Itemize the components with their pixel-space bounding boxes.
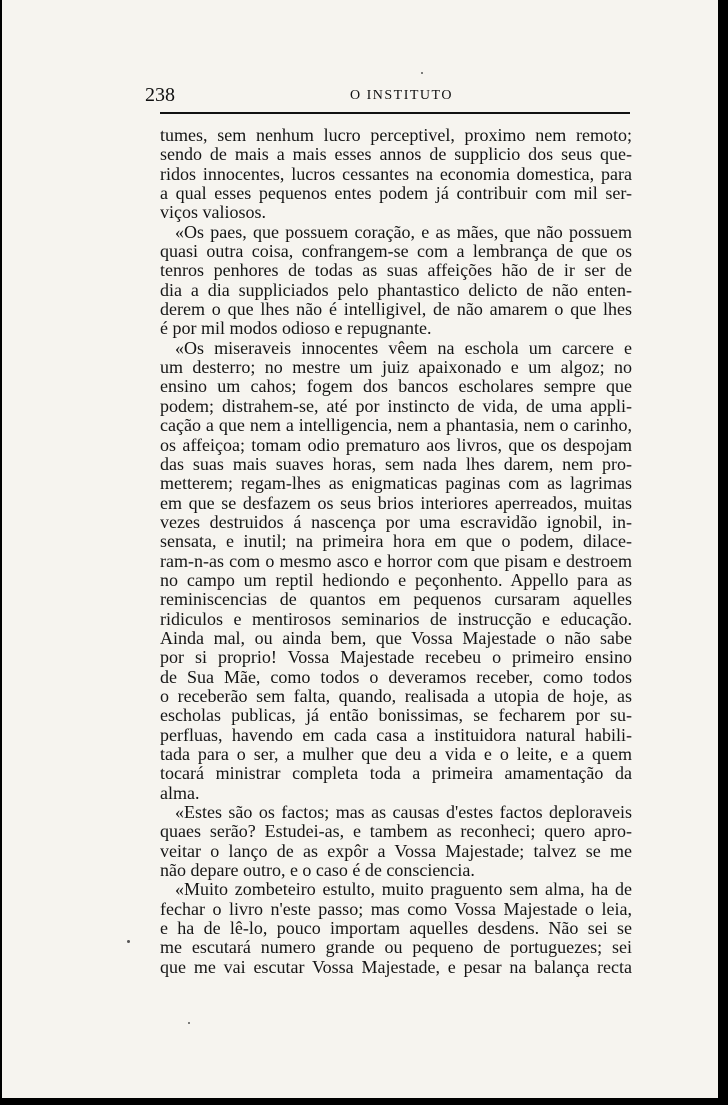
text-line: quasi outra coisa, confrangem-se com a lembrança de que os bbox=[160, 242, 632, 262]
running-title: O INSTITUTO bbox=[350, 88, 453, 103]
text-line: cação a que nem a intelligencia, nem a phantasia, nem o carinho, bbox=[160, 416, 632, 436]
book-page bbox=[2, 0, 718, 1098]
text-line: ram-n-as com o mesmo asco e horror com que pisam e destroem bbox=[160, 551, 632, 571]
text-line: metterem; regam-lhes as enigmaticas paginas com as lagrimas bbox=[160, 474, 632, 494]
text-line: tocará ministrar completa toda a primeira amamentação da bbox=[160, 764, 632, 784]
text-line: reminiscencias de quantos em pequenos cursaram aquelles bbox=[160, 590, 632, 610]
text-line: tenros penhores de todas as suas affeições hão de ir ser de bbox=[160, 261, 632, 281]
text-line: das suas mais suaves horas, sem nada lhes darem, nem pro- bbox=[160, 454, 632, 474]
page-header bbox=[145, 80, 631, 116]
text-line: a qual esses pequenos entes podem já contribuir com mil ser- bbox=[160, 184, 632, 204]
text-line: os affeiçoa; tomam odio prematuro aos livros, que os despojam bbox=[160, 435, 632, 455]
text-line: e ha de lê-lo, pouco importam aquelles desdens. Não sei se bbox=[160, 919, 632, 939]
text-line: sendo de mais a mais esses annos de supplicio dos seus que- bbox=[160, 145, 632, 165]
text-line: «Os paes, que possuem coração, e as mães, que não possuem bbox=[175, 222, 632, 242]
text-line: é por mil modos odioso e repugnante. bbox=[160, 319, 432, 339]
text-line: de Sua Mãe, como todos o deveramos receber, como todos bbox=[160, 667, 632, 687]
text-line: não depare outro, e o caso é de consciencia. bbox=[160, 861, 475, 881]
text-line: fechar o livro n'este passo; mas como Vossa Majestade o leia, bbox=[160, 899, 632, 919]
body-text bbox=[160, 126, 632, 977]
text-line: ensino um cahos; fogem dos bancos escholares sempre que bbox=[160, 377, 632, 397]
text-line: veitar o lanço de as expôr a Vossa Majestade; talvez se me bbox=[160, 841, 632, 861]
header-rule bbox=[160, 112, 630, 114]
text-line: um desterro; no mestre um juiz apaixonado e um algoz; no bbox=[160, 358, 632, 378]
text-line: vezes destruidos á nascença por uma escravidão ignobil, in- bbox=[160, 512, 632, 532]
text-line: tada para o ser, a mulher que deu a vida e o leite, e a quem bbox=[160, 745, 632, 764]
text-line: em que se desfazem os seus brios interiores aperreados, muitas bbox=[160, 493, 632, 513]
text-line: viços valiosos. bbox=[160, 203, 266, 223]
text-line: por si proprio! Vossa Majestade recebeu o primeiro ensino bbox=[160, 648, 632, 668]
text-line: podem; distrahem-se, até por instincto de vida, de uma appli- bbox=[160, 396, 632, 416]
text-line: alma. bbox=[160, 783, 200, 803]
text-line: dia a dia suppliciados pelo phantastico delicto de não enten- bbox=[160, 280, 632, 300]
text-line: me escutará numero grande ou pequeno de portuguezes; sei bbox=[160, 938, 632, 958]
text-line: perfluas, havendo em cada casa a instituidora natural habili- bbox=[160, 725, 632, 745]
text-line: tumes, sem nenhum lucro perceptivel, proximo nem remoto; bbox=[160, 126, 632, 145]
text-line: ridiculos e mentirosos seminarios de instrucção e educação. bbox=[160, 609, 632, 629]
text-line: Ainda mal, ou ainda bem, que Vossa Majestade o não sabe bbox=[160, 628, 632, 648]
paper-speck bbox=[127, 940, 130, 943]
paper-speck bbox=[188, 1022, 190, 1024]
text-line: sensata, e inutil; na primeira hora em que o podem, dilace- bbox=[160, 532, 632, 552]
text-line: o receberão sem falta, quando, realisada a utopia de hoje, as bbox=[160, 686, 632, 706]
text-line: que me vai escutar Vossa Majestade, e pesar na balança recta bbox=[160, 957, 632, 977]
text-line: «Os miseraveis innocentes vêem na eschola um carcere e bbox=[175, 338, 632, 358]
text-line: quaes serão? Estudei-as, e tambem as reconheci; quero apro- bbox=[160, 822, 632, 842]
text-line: escholas publicas, já então bonissimas, se fecharem por su- bbox=[160, 706, 632, 726]
text-line: derem o que lhes não é intelligivel, de não amarem o que lhes bbox=[160, 300, 632, 320]
page-number: 238 bbox=[145, 84, 175, 106]
text-line: ridos innocentes, lucros cessantes na economia domestica, para bbox=[160, 164, 632, 184]
paper-speck bbox=[421, 72, 423, 74]
text-line: «Estes são os factos; mas as causas d'estes factos deploraveis bbox=[175, 803, 632, 823]
text-line: no campo um reptil hediondo e peçonhento. Appello para as bbox=[160, 570, 632, 590]
text-line: «Muito zombeteiro estulto, muito praguento sem alma, ha de bbox=[175, 880, 632, 900]
